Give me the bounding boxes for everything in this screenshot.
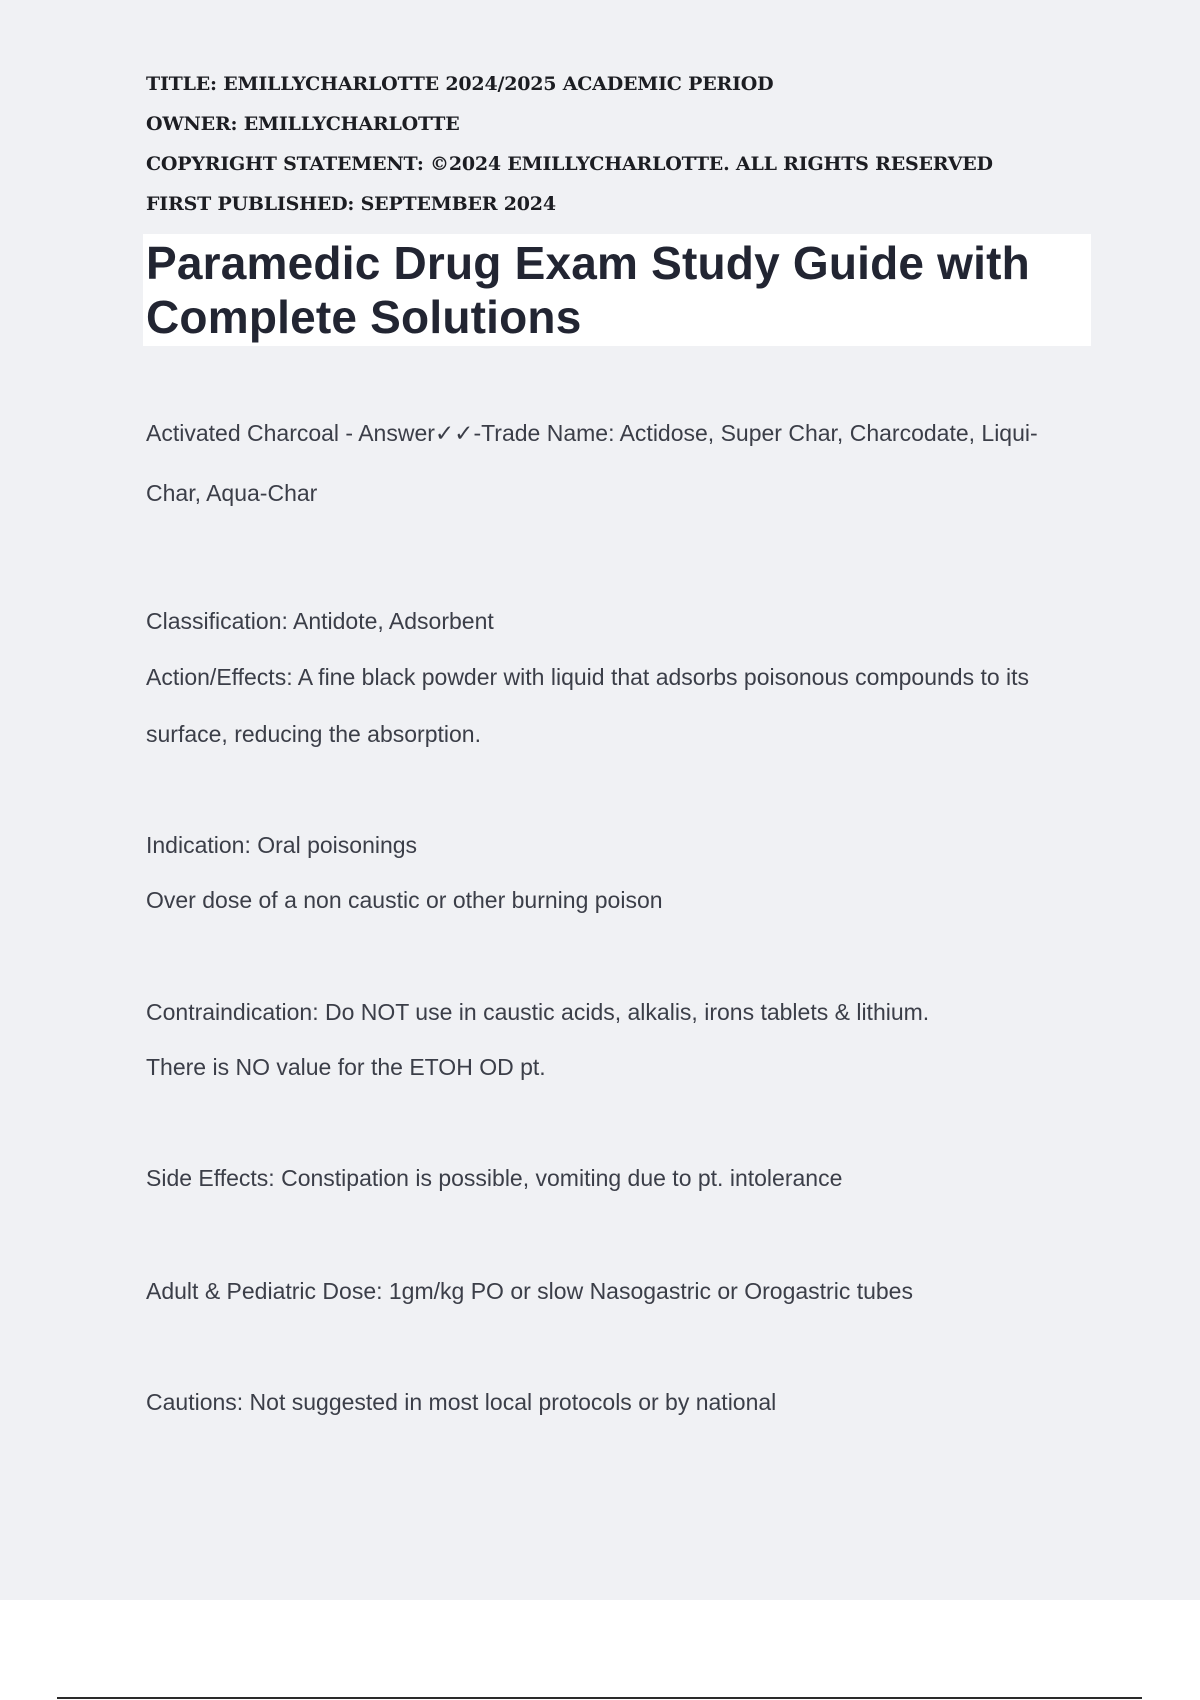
body-text-line: Contraindication: Do NOT use in caustic acids, alkalis, irons tablets & lithium. [146, 999, 930, 1025]
document-title-line-1: Paramedic Drug Exam Study Guide with [146, 237, 1030, 289]
body-text-line: Over dose of a non caustic or other burning poison [146, 887, 663, 913]
body-text-line: surface, reducing the absorption. [146, 721, 481, 747]
body-text-line: Adult & Pediatric Dose: 1gm/kg PO or slow Nasogastric or Orogastric tubes [146, 1278, 913, 1304]
body-text-line: Char, Aqua-Char [146, 480, 318, 506]
body-text-line: Side Effects: Constipation is possible, vomiting due to pt. intolerance [146, 1165, 843, 1191]
document-title-line-2: Complete Solutions [146, 291, 582, 343]
body-text-line: There is NO value for the ETOH OD pt. [146, 1054, 546, 1080]
body-text-line: Classification: Antidote, Adsorbent [146, 608, 494, 634]
header-copyright: COPYRIGHT STATEMENT: ©2024 EMILLYCHARLOTTE. ALL RIGHTS RESERVED [146, 153, 993, 175]
header-owner: OWNER: EMILLYCHARLOTTE [146, 113, 460, 135]
body-text-line: Indication: Oral poisonings [146, 832, 418, 858]
body-text-line: Activated Charcoal - Answer✓✓-Trade Name: Actidose, Super Char, Charcodate, Liqui- [146, 420, 1038, 446]
body-text-line: Action/Effects: A fine black powder with liquid that adsorbs poisonous compounds to its [146, 664, 1030, 690]
footer-divider [57, 1697, 1142, 1699]
header-published: FIRST PUBLISHED: SEPTEMBER 2024 [146, 193, 556, 215]
header-title: TITLE: EMILLYCHARLOTTE 2024/2025 ACADEMIC PERIOD [146, 73, 774, 95]
body-text-line: Cautions: Not suggested in most local protocols or by national [146, 1389, 777, 1415]
